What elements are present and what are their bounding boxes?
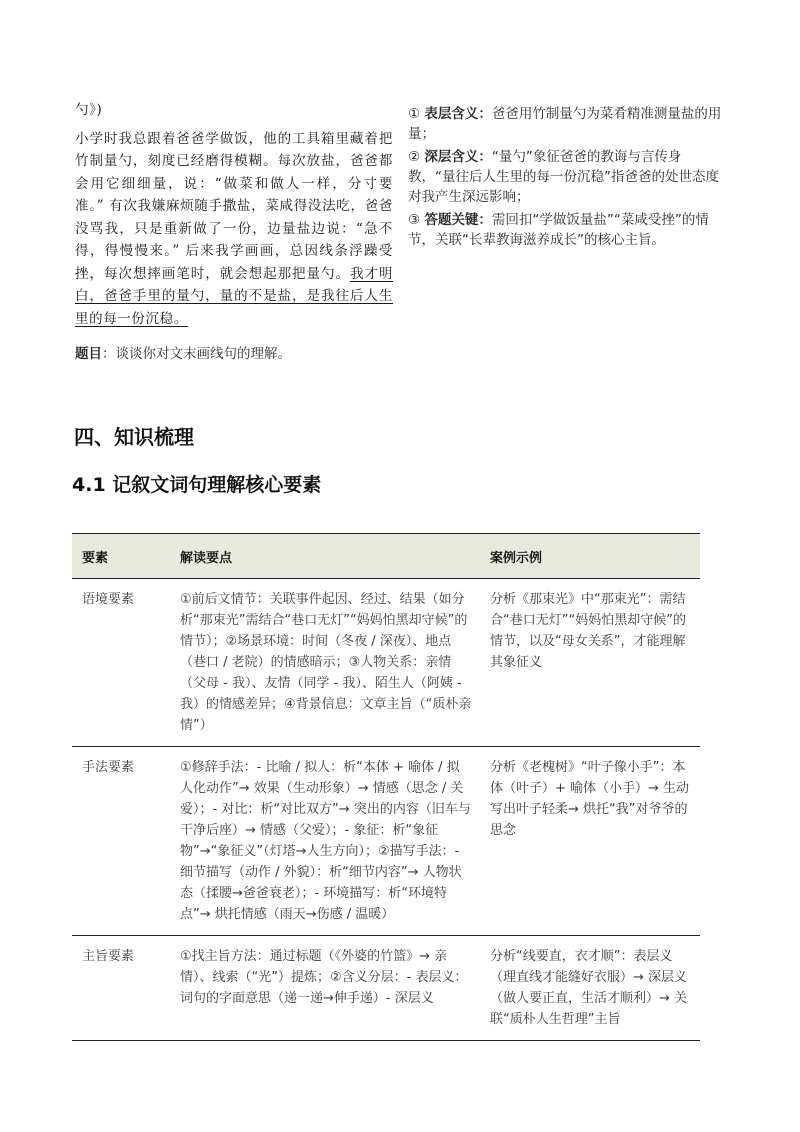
- table-row: [72, 936, 700, 1041]
- knowledge-table: [72, 533, 700, 1041]
- table-header-row: [72, 534, 700, 579]
- question-label: 题目: [75, 346, 102, 362]
- points-cell: ①修辞手法：- 比喻 / 拟人：析“本体 + 喻体 / 拟人化动作”→ 效果（生动形象）→ 情感（思念 / 关爱）；- 对比：析“对比双方”→ 突出的内容（旧车与干净后座）→ 情感（父爱）；- 象征：析“象征物”→“象征义”（灯塔→人生方向）；②描写手法：- 细节描写（动作 / 外貌）：析“细节内容”→ 人物状态（揉腰→爸爸衰老）；- 环境描写：析“环境特点”→ 烘托情感（雨天→伤感 / 温暖）: [170, 747, 480, 936]
- element-cell: 手法要素: [72, 747, 170, 936]
- example-cell: 分析《老槐树》“叶子像小手”：本体（叶子）+ 喻体（小手）→ 生动写出叶子轻柔→ 烘托“我”对爷爷的思念: [480, 747, 700, 936]
- element-cell: 语境要素: [72, 579, 170, 747]
- table-header-cell: 案例示例: [480, 534, 700, 579]
- excerpt-tail: 勺》): [75, 102, 103, 118]
- question-text: ：谈谈你对文末画线句的理解。: [102, 346, 291, 362]
- answer-marker: ③: [408, 212, 421, 228]
- table-header-cell: 解读要点: [170, 534, 480, 579]
- element-cell: 主旨要素: [72, 936, 170, 1041]
- section-title: 四、知识梳理: [74, 425, 194, 449]
- answer-marker: ①: [408, 106, 421, 122]
- example-cell: 分析《那束光》中“那束光”：需结合“巷口无灯”“妈妈怕黑却守候”的情节，以及“母女关系”，才能理解其象征义: [480, 579, 700, 747]
- answer-text: “量勺”象征爸爸的教诲与言传身教，“量往后人生里的每一份沉稳”指爸爸的处世态度对我产生深远影响；: [408, 149, 719, 205]
- answer-item: [408, 210, 728, 250]
- answer-label: 答题关键：: [424, 212, 492, 228]
- answer-item: [408, 104, 728, 144]
- excerpt-body-text: 小学时我总跟着爸爸学做饭，他的工具箱里藏着把竹制量勺，刻度已经磨得模糊。每次放盐，爸爸都会用它细细量，说：“做菜和做人一样，分寸要准。” 有次我嫌麻烦随手撒盐，菜咸得没法吃，爸爸没骂我，只是重新做了一份，边量盐边说：“急不得，得慢慢来。” 后来我学画画，总因线条浮躁受挫，每次想摔画笔时，就会想起那把量勺。: [75, 130, 393, 282]
- answer-text: 爸爸用竹制量勺为菜肴精准测量盐的用量；: [408, 106, 722, 142]
- answer-label: 深层含义：: [424, 149, 492, 165]
- answer-item: [408, 147, 728, 207]
- question: [75, 342, 395, 362]
- example-cell: 分析“线要直，衣才顺”：表层义（理直线才能缝好衣服）→ 深层义（做人要正直，生活才顺利）→ 关联“质朴人生哲理”主旨: [480, 936, 700, 1041]
- underlined-sentence: 我才明白，爸爸手里的量勺，量的不是盐，是我往后人生里的每一份沉稳。: [75, 265, 393, 327]
- table-header-cell: 要素: [72, 534, 170, 579]
- excerpt-body: [75, 128, 393, 331]
- excerpt: [75, 99, 393, 330]
- answer-block: [408, 104, 728, 250]
- answer-label: 表层含义：: [424, 106, 492, 122]
- subsection-title: 4.1 记叙文词句理解核心要素: [72, 474, 322, 496]
- points-cell: ①找主旨方法：通过标题（《外婆的竹篮》→ 亲情）、线索（“光”）提炼；②含义分层：- 表层义：词句的字面意思（递一递→伸手递）- 深层义: [170, 936, 480, 1041]
- table-row: [72, 579, 700, 747]
- points-cell: ①前后文情节：关联事件起因、经过、结果（如分析“那束光”需结合“巷口无灯”“妈妈怕黑却守候”的情节）；②场景环境：时间（冬夜 / 深夜）、地点（巷口 / 老院）的情感暗示；③人物关系：亲情（父母 - 我）、友情（同学 - 我）、陌生人（阿姨 - 我）的情感差异；④背景信息：文章主旨（“质朴亲情”）: [170, 579, 480, 747]
- table-row: [72, 747, 700, 936]
- answer-text: 需回扣“学做饭量盐”“菜咸受挫”的情节，关联“长辈教诲滋养成长”的核心主旨。: [408, 212, 709, 248]
- answer-marker: ②: [408, 149, 421, 165]
